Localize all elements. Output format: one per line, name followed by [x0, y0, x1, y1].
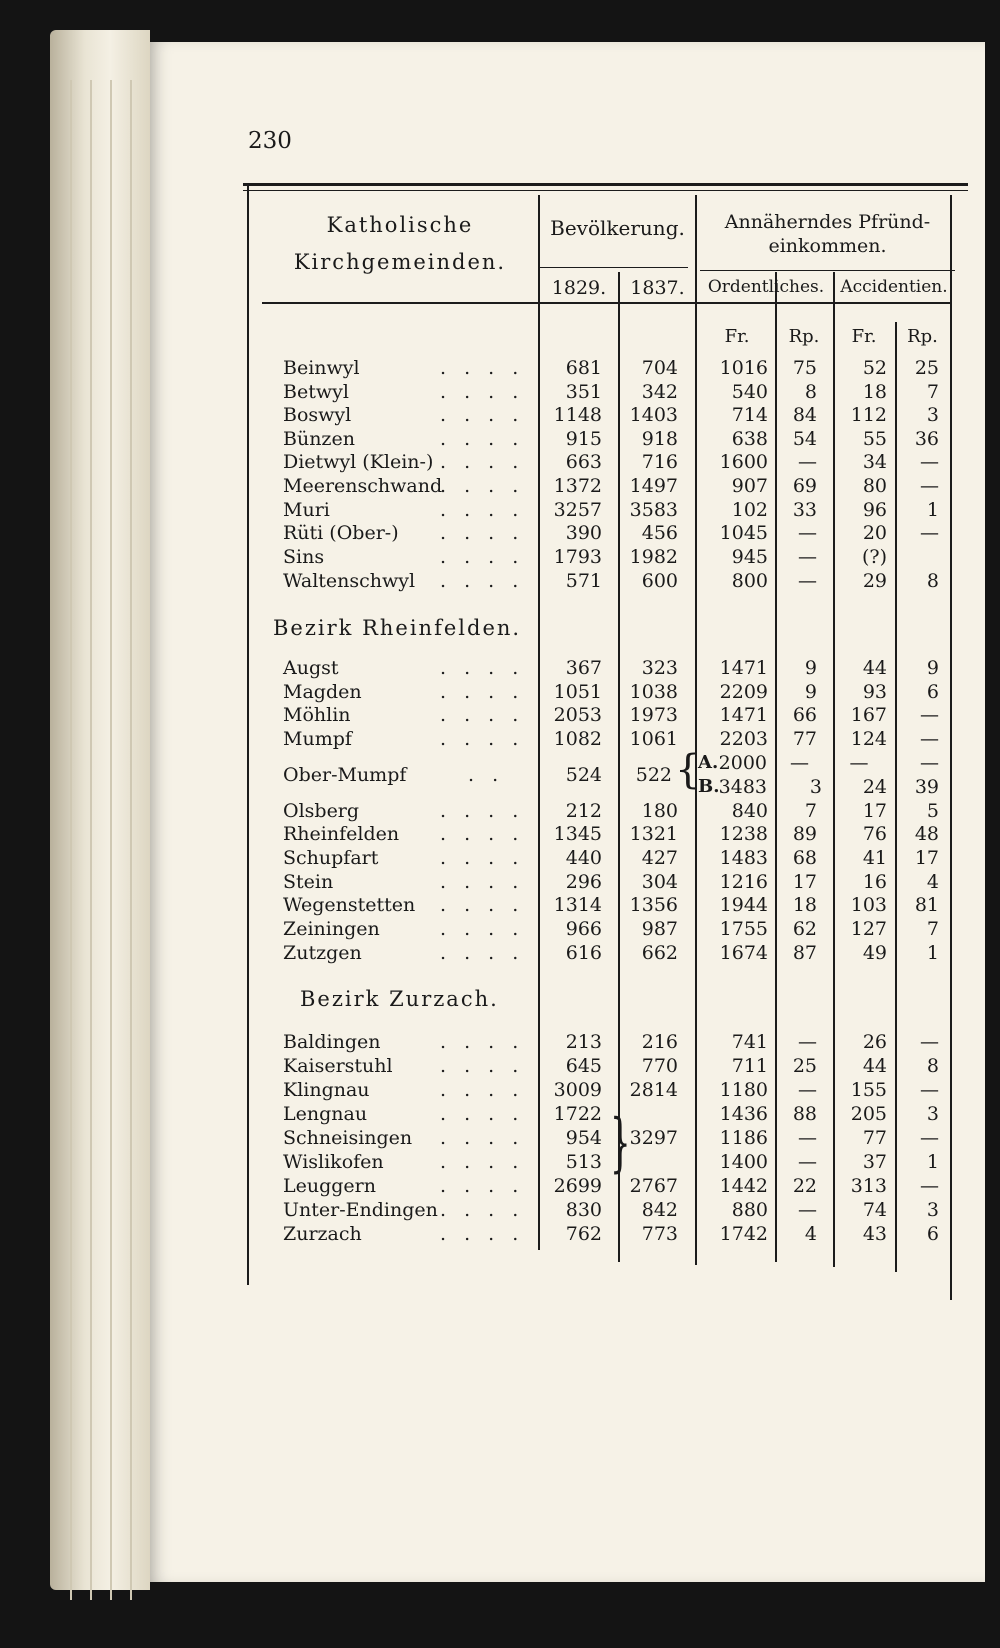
row-name: Baldingen [283, 1031, 381, 1053]
ober-mumpf-b-label: B. [698, 776, 720, 797]
row-ord-rp: — [798, 1031, 817, 1053]
row-name: Muri [283, 499, 330, 521]
ober-mumpf-brace: { [675, 747, 701, 793]
row-name: Magden [283, 681, 362, 703]
row-pop-1829: 513 [565, 1151, 602, 1173]
row-pop-1829: 3009 [553, 1079, 602, 1101]
row-ord-fr: 1216 [719, 871, 768, 893]
header-name-line2: Kirchgemeinden. [293, 250, 507, 274]
row-pop-1837: 1321 [629, 823, 678, 845]
row-pop-1837: 2767 [629, 1175, 678, 1197]
row-acc-fr: 127 [850, 918, 887, 940]
row-leader-dots: . . . . [440, 894, 525, 916]
row-name: Leuggern [283, 1175, 376, 1197]
pop-1837-brace: } [610, 1106, 631, 1180]
row-pop-1837: 2814 [629, 1079, 678, 1101]
row-ord-fr: 1186 [719, 1127, 768, 1149]
row-acc-rp: 36 [914, 428, 939, 450]
header-income: Annäherndes Pfründ-einkommen. [724, 211, 931, 257]
row-ord-rp: 18 [792, 894, 817, 916]
row-pop-1829: 571 [565, 570, 602, 592]
pop-subheader-rule [540, 267, 688, 268]
row-pop-1837: 1061 [629, 728, 678, 750]
row-ord-fr: 711 [731, 1055, 768, 1077]
row-ord-fr: 840 [731, 800, 768, 822]
row-leader-dots: . . . . [440, 1151, 525, 1173]
income-subheader-rule [700, 270, 955, 271]
row-name: Zutzgen [283, 942, 362, 964]
row-ord-fr: 1755 [719, 918, 768, 940]
row-ord-rp: 68 [792, 847, 817, 869]
row-pop-1837: 704 [641, 357, 678, 379]
row-pop-1837: 1356 [629, 894, 678, 916]
row-name: Schupfart [283, 847, 379, 869]
row-leader-dots: . . . . [440, 381, 525, 403]
section-title-zurzach: Bezirk Zurzach. [300, 987, 499, 1011]
row-acc-rp: 7 [926, 918, 939, 940]
header-ord-fr: Fr. [724, 326, 750, 347]
row-ord-rp: 25 [792, 1055, 817, 1077]
row-pop-1829: 1051 [553, 681, 602, 703]
row-name: Lengnau [283, 1103, 368, 1125]
row-leader-dots: . . . . [440, 728, 525, 750]
row-leader-dots: . . . . [440, 1055, 525, 1077]
row-pop-1829: 440 [565, 847, 602, 869]
row-leader-dots: . . . . [440, 657, 525, 679]
row-acc-fr: (?) [861, 546, 887, 568]
row-ord-fr: 1045 [719, 522, 768, 544]
row-ord-rp: 8 [804, 381, 817, 403]
row-acc-rp: 48 [914, 823, 939, 845]
row-name: Waltenschwyl [283, 570, 416, 592]
row-name: Meerenschwand [283, 475, 443, 497]
row-ord-rp: 62 [792, 918, 817, 940]
row-pop-1829: 616 [565, 942, 602, 964]
row-acc-fr: 77 [862, 1127, 887, 1149]
row-ord-rp: — [798, 522, 817, 544]
row-ord-rp: 84 [792, 404, 817, 426]
row-leader-dots: . . . . [440, 871, 525, 893]
header-acc-rp: Rp. [907, 326, 938, 347]
row-acc-rp: 81 [914, 894, 939, 916]
ober-mumpf-b-acc-rp: 39 [914, 776, 939, 798]
header-population: Bevölkerung. [550, 216, 685, 240]
row-acc-fr: 49 [862, 942, 887, 964]
row-ord-fr: 1471 [719, 657, 768, 679]
row-ord-rp: 88 [792, 1103, 817, 1125]
row-pop-1829: 663 [565, 451, 602, 473]
row-leader-dots: . . . . [440, 1103, 525, 1125]
ober-mumpf-b-fr: 3483 [718, 776, 767, 798]
row-acc-rp: 3 [926, 1103, 939, 1125]
header-pop-1837: 1837. [630, 277, 685, 299]
header-pop-1829: 1829. [551, 277, 607, 299]
ober-mumpf-a-rp: — [790, 752, 809, 774]
row-ord-fr: 1600 [719, 451, 768, 473]
row-ord-fr: 540 [731, 381, 768, 403]
row-acc-fr: 112 [850, 404, 887, 426]
row-acc-fr: 41 [862, 847, 887, 869]
row-ord-rp: 77 [792, 728, 817, 750]
row-ord-fr: 907 [731, 475, 768, 497]
row-pop-1829: 1722 [553, 1103, 602, 1125]
row-name: Stein [283, 871, 334, 893]
row-pop-1829: 1148 [553, 404, 602, 426]
row-ord-rp: — [798, 1151, 817, 1173]
row-name: Schneisingen [283, 1127, 413, 1149]
row-leader-dots: . . . . [440, 570, 525, 592]
row-pop-1837: 427 [641, 847, 678, 869]
header-ord-rp: Rp. [788, 326, 820, 347]
row-name: Olsberg [283, 800, 360, 822]
row-acc-fr: 37 [862, 1151, 887, 1173]
row-acc-fr: 29 [862, 570, 887, 592]
row-pop-1837: 716 [641, 451, 678, 473]
row-ord-rp: 66 [792, 704, 817, 726]
row-ord-fr: 945 [731, 546, 768, 568]
table-left-border [247, 185, 249, 1285]
row-pop-1837: 842 [641, 1199, 678, 1221]
row-name: Zurzach [283, 1223, 362, 1245]
row-ord-fr: 638 [731, 428, 768, 450]
row-pop-1837: 770 [641, 1055, 678, 1077]
table-right-border [950, 195, 952, 1300]
row-pop-1829: 966 [565, 918, 602, 940]
row-acc-rp: — [920, 1079, 939, 1101]
row-ord-fr: 880 [731, 1199, 768, 1221]
row-pop-1837: 3583 [629, 499, 678, 521]
row-name: Betwyl [283, 381, 349, 403]
row-pop-1829: 645 [565, 1055, 602, 1077]
row-pop-1829: 1793 [553, 546, 602, 568]
row-ord-rp: 9 [804, 657, 817, 679]
row-ord-rp: 33 [792, 499, 817, 521]
row-acc-rp: 1 [926, 942, 939, 964]
row-acc-rp: 7 [926, 381, 939, 403]
row-pop-1837: 180 [641, 800, 678, 822]
row-acc-rp: 25 [914, 357, 939, 379]
row-pop-1837: 600 [641, 570, 678, 592]
row-leader-dots: . . . . [440, 522, 525, 544]
row-name: Sins [283, 546, 325, 568]
ober-mumpf-b-rp: 3 [809, 776, 822, 798]
row-ord-fr: 1944 [719, 894, 768, 916]
row-pop-1829: 3257 [553, 499, 602, 521]
row-leader-dots: . . . . [440, 847, 525, 869]
row-name: Rheinfelden [283, 823, 400, 845]
row-acc-rp: 9 [926, 657, 939, 679]
row-acc-rp: 6 [926, 681, 939, 703]
row-acc-fr: 76 [862, 823, 887, 845]
row-leader-dots: . . . . [440, 1079, 525, 1101]
row-acc-rp: — [920, 1127, 939, 1149]
row-ord-rp: 17 [792, 871, 817, 893]
row-acc-fr: 34 [862, 451, 887, 473]
header-ordentliches: Ordentliches. [707, 277, 825, 297]
row-acc-fr: 124 [850, 728, 887, 750]
row-acc-fr: 167 [850, 704, 887, 726]
row-leader-dots: . . . . [440, 1127, 525, 1149]
row-acc-rp: 5 [926, 800, 939, 822]
row-ord-rp: — [798, 570, 817, 592]
row-ord-rp: — [798, 1079, 817, 1101]
row-ord-rp: 9 [804, 681, 817, 703]
row-acc-rp: 3 [926, 404, 939, 426]
row-ord-rp: — [798, 451, 817, 473]
row-pop-1837: 1973 [629, 704, 678, 726]
row-pop-1829: 681 [565, 357, 602, 379]
ober-mumpf-b-acc-fr: 24 [862, 776, 887, 798]
row-name: Kaiserstuhl [283, 1055, 393, 1077]
row-pop-1837: 3297 [629, 1127, 678, 1149]
row-pop-1829: 1345 [553, 823, 602, 845]
row-name: Beinwyl [283, 357, 360, 379]
row-ord-fr: 1471 [719, 704, 768, 726]
row-name: Augst [283, 657, 339, 679]
row-pop-1837: 456 [641, 522, 678, 544]
book-page-edges [50, 30, 150, 1590]
table-top-rule [243, 183, 968, 186]
row-leader-dots: . . . . [440, 823, 525, 845]
row-ord-fr: 1180 [719, 1079, 768, 1101]
row-pop-1829: 1314 [553, 894, 602, 916]
row-pop-1837: 1982 [629, 546, 678, 568]
row-pop-1837: 342 [641, 381, 678, 403]
page-number: 230 [248, 128, 292, 154]
row-leader-dots: . . . . [440, 357, 525, 379]
row-acc-fr: 52 [862, 357, 887, 379]
row-acc-fr: 80 [862, 475, 887, 497]
row-acc-rp: 17 [914, 847, 939, 869]
row-acc-fr: 96 [862, 499, 887, 521]
ober-mumpf-a-acc-rp: — [920, 752, 939, 774]
row-pop-1837: 918 [641, 428, 678, 450]
row-leader-dots: . . . . [440, 1223, 525, 1245]
section-title-rheinfelden: Bezirk Rheinfelden. [273, 616, 522, 640]
row-ord-fr: 2209 [719, 681, 768, 703]
row-acc-fr: 16 [862, 871, 887, 893]
row-acc-fr: 44 [862, 1055, 887, 1077]
row-acc-fr: 205 [850, 1103, 887, 1125]
row-leader-dots: . . . . [440, 681, 525, 703]
row-ord-fr: 2203 [719, 728, 768, 750]
row-ord-rp: 87 [792, 942, 817, 964]
row-name: Unter-Endingen [283, 1199, 438, 1221]
row-acc-fr: 93 [862, 681, 887, 703]
row-name: Klingnau [283, 1079, 370, 1101]
row-leader-dots: . . . . [440, 1175, 525, 1197]
row-name: Rüti (Ober-) [283, 522, 399, 544]
row-leader-dots: . . . . [440, 404, 525, 426]
row-acc-fr: 43 [862, 1223, 887, 1245]
row-ord-rp: 54 [792, 428, 817, 450]
row-acc-fr: 18 [862, 381, 887, 403]
row-name: Wegenstetten [283, 894, 416, 916]
row-leader-dots: . . . . [440, 704, 525, 726]
row-acc-fr: 20 [862, 522, 887, 544]
ober-mumpf-a-fr: 2000 [718, 752, 767, 774]
col-divider-income [695, 195, 697, 1265]
row-pop-1837: 304 [641, 871, 678, 893]
row-name: Mumpf [283, 728, 352, 750]
row-acc-rp: 6 [926, 1223, 939, 1245]
row-name: Möhlin [283, 704, 351, 726]
row-ord-rp: 75 [792, 357, 817, 379]
ober-mumpf-a-label: A. [698, 752, 719, 773]
row-leader-dots: . . [468, 764, 505, 786]
ober-mumpf-1829: 524 [565, 764, 602, 786]
row-pop-1829: 367 [565, 657, 602, 679]
row-name: Bünzen [283, 428, 355, 450]
row-pop-1837: 987 [641, 918, 678, 940]
row-name: Zeiningen [283, 918, 380, 940]
row-pop-1829: 296 [565, 871, 602, 893]
row-ord-fr: 714 [731, 404, 768, 426]
row-name: Dietwyl (Klein-) [283, 451, 434, 473]
row-ord-fr: 1238 [719, 823, 768, 845]
row-pop-1829: 830 [565, 1199, 602, 1221]
row-acc-rp: — [920, 475, 939, 497]
row-leader-dots: . . . . [440, 1031, 525, 1053]
row-name: Wislikofen [283, 1151, 384, 1173]
row-leader-dots: . . . . [440, 918, 525, 940]
row-pop-1829: 2699 [553, 1175, 602, 1197]
row-pop-1829: 762 [565, 1223, 602, 1245]
header-acc-fr: Fr. [851, 326, 877, 347]
row-pop-1829: 1372 [553, 475, 602, 497]
row-ord-fr: 741 [731, 1031, 768, 1053]
ober-mumpf-a-acc-fr: — [849, 752, 869, 774]
row-leader-dots: . . . . [440, 1199, 525, 1221]
row-ord-fr: 1742 [719, 1223, 768, 1245]
row-acc-fr: 55 [862, 428, 887, 450]
row-acc-fr: 17 [862, 800, 887, 822]
row-leader-dots: . . . . [440, 499, 525, 521]
row-ord-rp: 7 [804, 800, 817, 822]
row-ord-rp: 89 [792, 823, 817, 845]
header-bottom-rule [262, 302, 952, 304]
table-top-rule-thin [243, 190, 968, 191]
row-acc-rp: — [920, 451, 939, 473]
row-acc-rp: 8 [926, 570, 939, 592]
row-leader-dots: . . . . [440, 451, 525, 473]
row-ord-rp: — [798, 1127, 817, 1149]
header-name-line1: Katholische [326, 213, 474, 237]
row-pop-1837: 1038 [629, 681, 678, 703]
header-accidentien: Accidentien. [840, 277, 948, 297]
row-acc-rp: 4 [926, 871, 939, 893]
row-pop-1837: 662 [641, 942, 678, 964]
row-ord-fr: 1436 [719, 1103, 768, 1125]
row-ord-rp: 22 [792, 1175, 817, 1197]
row-ord-fr: 1016 [719, 357, 768, 379]
row-ord-rp: 4 [804, 1223, 817, 1245]
row-leader-dots: . . . . [440, 475, 525, 497]
row-leader-dots: . . . . [440, 800, 525, 822]
row-acc-rp: 1 [926, 1151, 939, 1173]
row-pop-1829: 954 [565, 1127, 602, 1149]
row-acc-fr: 74 [862, 1199, 887, 1221]
row-acc-fr: 44 [862, 657, 887, 679]
row-pop-1837: 1403 [629, 404, 678, 426]
row-ord-rp: 69 [792, 475, 817, 497]
row-acc-rp: — [920, 522, 939, 544]
row-ord-rp: — [798, 1199, 817, 1221]
row-acc-rp: 1 [926, 499, 939, 521]
row-pop-1829: 1082 [553, 728, 602, 750]
row-acc-fr: 26 [862, 1031, 887, 1053]
row-acc-rp: — [920, 1175, 939, 1197]
row-ord-fr: 102 [731, 499, 768, 521]
row-ord-fr: 1400 [719, 1151, 768, 1173]
row-pop-1829: 390 [565, 522, 602, 544]
row-leader-dots: . . . . [440, 428, 525, 450]
row-name: Boswyl [283, 404, 352, 426]
row-pop-1829: 213 [565, 1031, 602, 1053]
row-pop-1829: 2053 [553, 704, 602, 726]
row-name-ober-mumpf: Ober-Mumpf [283, 764, 407, 786]
row-ord-fr: 1483 [719, 847, 768, 869]
row-pop-1837: 323 [641, 657, 678, 679]
row-acc-rp: — [920, 728, 939, 750]
row-leader-dots: . . . . [440, 546, 525, 568]
row-pop-1829: 212 [565, 800, 602, 822]
ober-mumpf-1837: 522 [635, 764, 672, 786]
row-acc-rp: 3 [926, 1199, 939, 1221]
row-acc-rp: — [920, 704, 939, 726]
row-pop-1837: 216 [641, 1031, 678, 1053]
row-acc-fr: 155 [850, 1079, 887, 1101]
row-pop-1829: 351 [565, 381, 602, 403]
row-acc-rp: 8 [926, 1055, 939, 1077]
row-ord-fr: 1442 [719, 1175, 768, 1197]
row-leader-dots: . . . . [440, 942, 525, 964]
row-acc-rp: — [920, 1031, 939, 1053]
row-pop-1837: 773 [641, 1223, 678, 1245]
row-ord-fr: 1674 [719, 942, 768, 964]
row-pop-1829: 915 [565, 428, 602, 450]
row-acc-fr: 313 [850, 1175, 887, 1197]
row-ord-fr: 800 [731, 570, 768, 592]
row-pop-1837: 1497 [629, 475, 678, 497]
row-ord-rp: — [798, 546, 817, 568]
row-acc-fr: 103 [850, 894, 887, 916]
